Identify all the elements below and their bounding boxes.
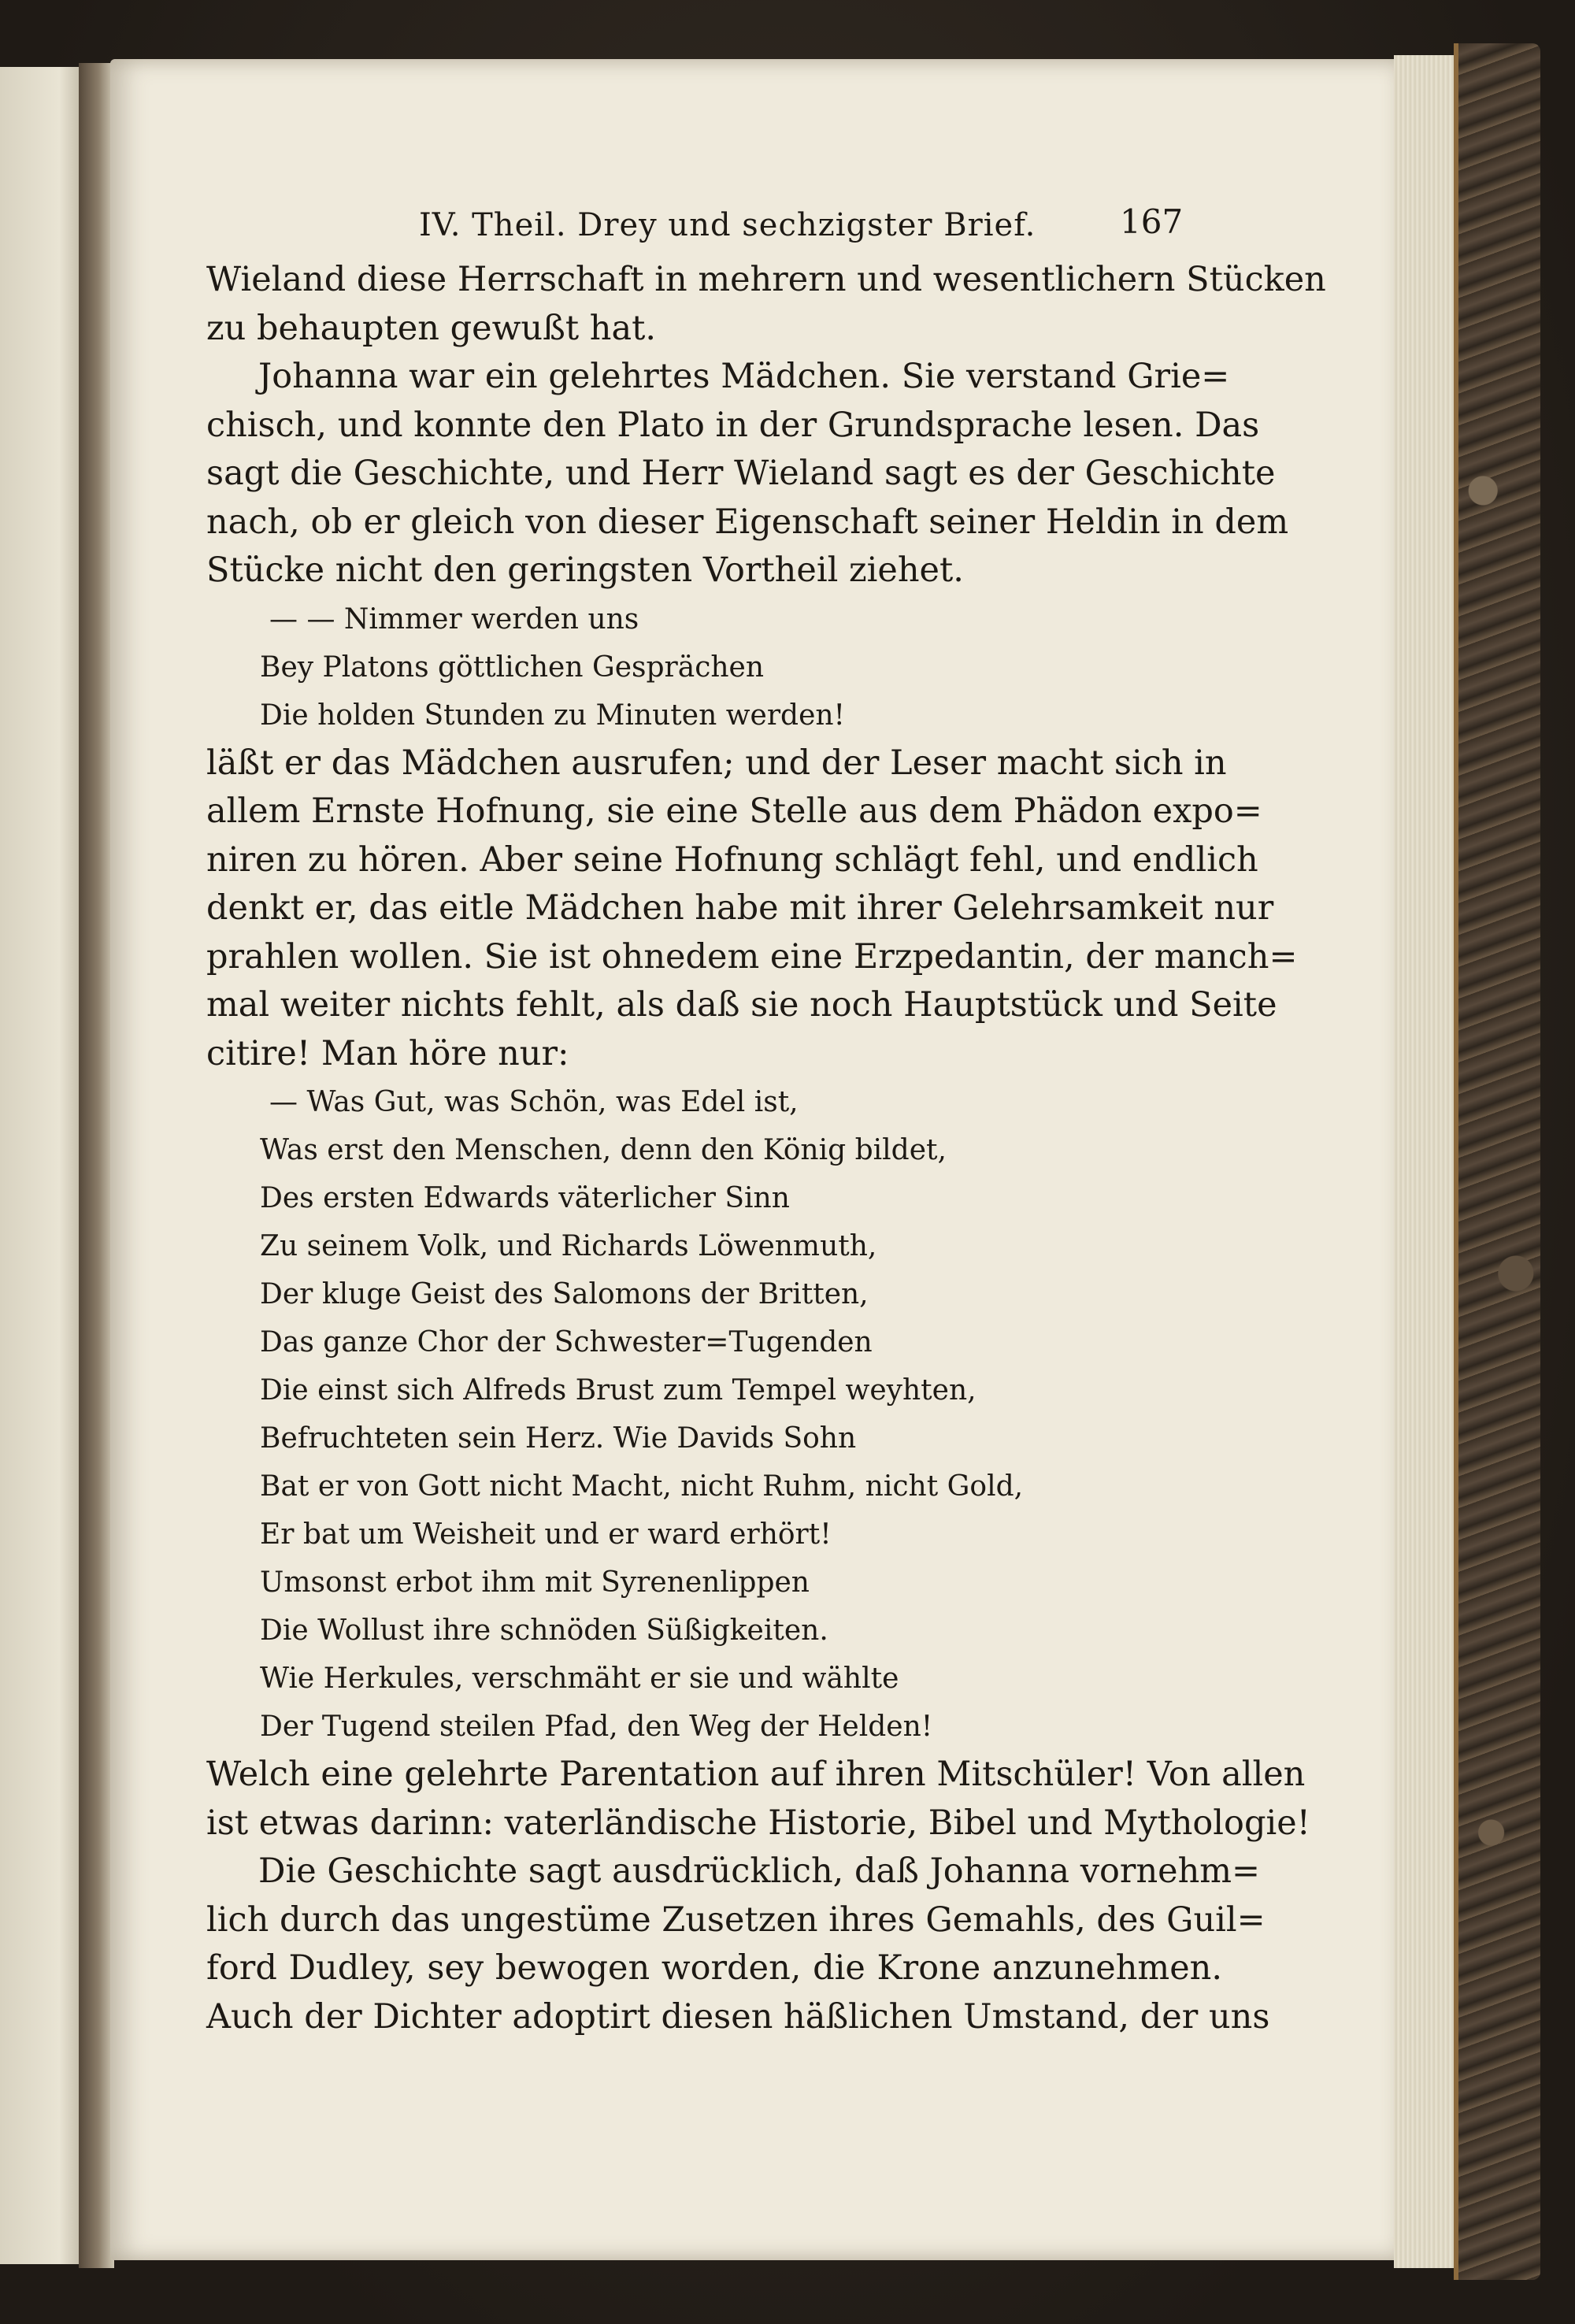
verse-line: Der Tugend steilen Pfad, den Weg der Helden!: [260, 1711, 933, 1743]
text-line: Auch der Dichter adoptirt diesen häßlichen Umstand, der uns: [206, 1996, 1270, 2037]
text-line: Die Geschichte sagt ausdrücklich, daß Johanna vornehm=: [258, 1851, 1261, 1891]
paragraph-block-3: [206, 1751, 1310, 2041]
verse-line: Was erst den Menschen, denn den König bildet,: [260, 1134, 947, 1166]
verse-quote-1: [206, 595, 1222, 739]
text-line: lich durch das ungestüme Zusetzen ihres Gemahls, des Guil=: [206, 1900, 1266, 1940]
header-title: IV. Theil. Drey und sechzigster Brief.: [419, 207, 1036, 243]
verse-line: — Was Gut, was Schön, was Edel ist,: [269, 1086, 799, 1118]
book-gutter: [79, 63, 114, 2268]
text-line: zu behaupten gewußt hat.: [206, 308, 657, 348]
text-line: allem Ernste Hofnung, sie eine Stelle aus dem Phädon expo=: [206, 791, 1262, 831]
verse-line: Der kluge Geist des Salomons der Britten,: [260, 1278, 869, 1310]
text-line: chisch, und konnte den Plato in der Grundsprache lesen. Das: [206, 405, 1260, 445]
text-line: Stücke nicht den geringsten Vortheil ziehet.: [206, 550, 964, 590]
verse-line: — — Nimmer werden uns: [269, 602, 639, 636]
text-line: Wieland diese Herrschaft in mehrern und wesentlichern Stücken: [206, 260, 1326, 299]
verse-line: Umsonst erbot ihm mit Syrenenlippen: [260, 1566, 810, 1599]
verse-line: Befruchteten sein Herz. Wie Davids Sohn: [260, 1422, 857, 1455]
page-number: 167: [1120, 202, 1184, 241]
text-line: sagt die Geschichte, und Herr Wieland sagt es der Geschichte: [206, 454, 1276, 493]
verse-line: Des ersten Edwards väterlicher Sinn: [260, 1182, 790, 1214]
verse-line: Die Wollust ihre schnöden Süßigkeiten.: [260, 1614, 828, 1647]
verse-line: Die holden Stunden zu Minuten werden!: [260, 699, 846, 732]
text-line: prahlen wollen. Sie ist ohnedem eine Erzpedantin, der manch=: [206, 936, 1298, 977]
paragraph-block-2: [206, 739, 1298, 1079]
text-line: niren zu hören. Aber seine Hofnung schlägt fehl, und endlich: [206, 840, 1258, 880]
text-line: Welch eine gelehrte Parentation auf ihren Mitschüler! Von allen: [206, 1755, 1306, 1794]
left-page-edge: [0, 67, 85, 2264]
verse-quote-2: [206, 1078, 1222, 1751]
text-line: citire! Man höre nur:: [206, 1033, 569, 1073]
verse-line: Das ganze Chor der Schwester=Tugenden: [260, 1326, 873, 1358]
verse-line: Die einst sich Alfreds Brust zum Tempel weyhten,: [260, 1374, 976, 1407]
text-line: ford Dudley, sey bewogen worden, die Krone anzunehmen.: [206, 1948, 1222, 1988]
page-text: [206, 201, 1326, 2041]
verse-line: Er bat um Weisheit und er ward erhört!: [260, 1518, 832, 1551]
running-header: [206, 201, 1222, 256]
paragraph-block-1: [206, 256, 1326, 595]
verse-line: Bat er von Gott nicht Macht, nicht Ruhm, nicht Gold,: [260, 1470, 1024, 1503]
text-line: ist etwas darinn: vaterländische Historie, Bibel und Mythologie!: [206, 1803, 1310, 1843]
text-line: Johanna war ein gelehrtes Mädchen. Sie verstand Grie=: [258, 357, 1230, 396]
verse-line: Zu seinem Volk, und Richards Löwenmuth,: [260, 1230, 877, 1262]
text-line: mal weiter nichts fehlt, als daß sie noch Hauptstück und Seite: [206, 985, 1277, 1025]
verse-line: Wie Herkules, verschmäht er sie und wählte: [260, 1662, 899, 1695]
text-line: denkt er, das eitle Mädchen habe mit ihrer Gelehrsamkeit nur: [206, 888, 1274, 928]
page-stack-edge: [1394, 55, 1457, 2268]
verse-line: Bey Platons göttlichen Gesprächen: [260, 650, 765, 684]
text-line: nach, ob er gleich von dieser Eigenschaft seiner Heldin in dem: [206, 502, 1289, 542]
marbled-cover: [1454, 43, 1540, 2280]
text-line: läßt er das Mädchen ausrufen; und der Leser macht sich in: [206, 743, 1227, 783]
